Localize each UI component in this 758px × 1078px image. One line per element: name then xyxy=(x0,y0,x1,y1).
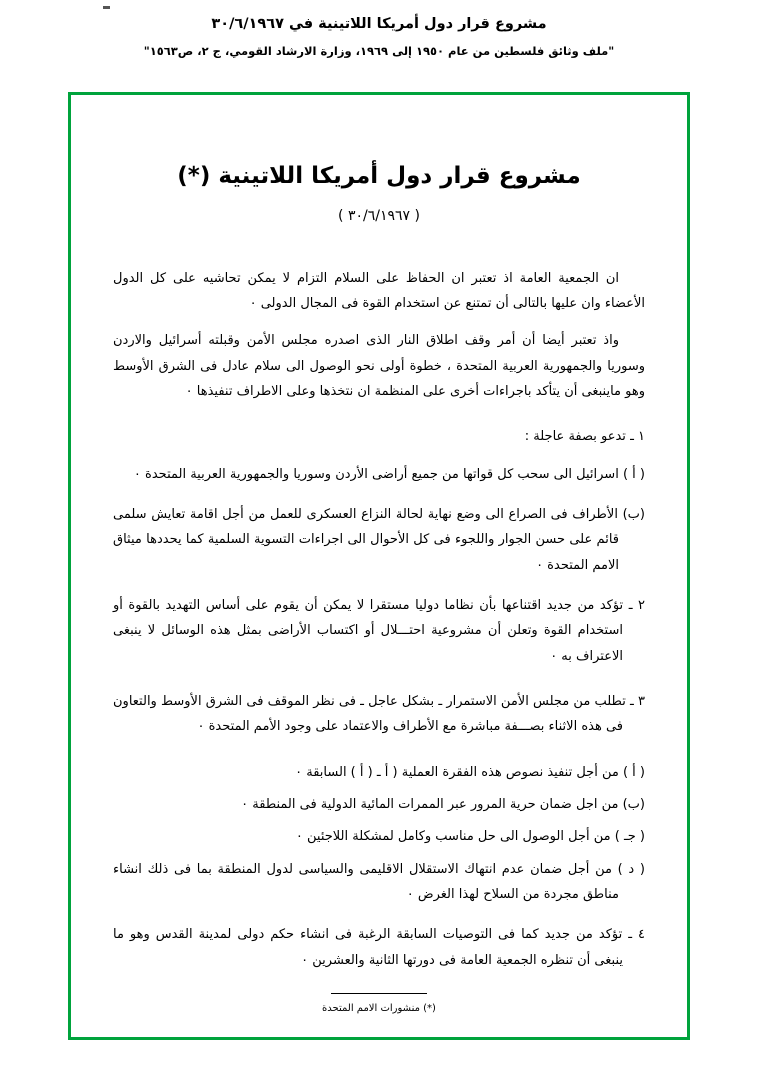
clause-3-sub-d-label: ( د ) xyxy=(617,861,645,877)
clause-3-sub-c xyxy=(113,824,645,849)
header-title: مشروع قرار دول أمريكا اللاتينية في ٣٠/٦/١٩٦٧ xyxy=(211,16,547,32)
footnote-area xyxy=(113,993,645,1019)
scan-artifact-tick xyxy=(103,6,110,9)
clause-3-sub-c-label: ( جـ ) xyxy=(614,829,645,845)
clause-1-sub-b-text: الأطراف فى الصراع الى وضع نهاية لحالة النزاع العسكرى للعمل من أجل اقامة تعايش سلمى قائم على حسن الجوار واللجوء فى كل الأحوال الى اجراءات التسوية السلمية كما يحددها ميثاق الامم المتحدة ٠ xyxy=(113,506,619,573)
clause-3-sub-d-text: من أجل ضمان عدم انتهاك الاستقلال الاقليمى والسياسى لدول المنطقة بما فى ذلك انشاء مناطق مجردة من السلاح لهذا الغرض ٠ xyxy=(113,861,619,903)
document-title: مشروع قرار دول أمريكا اللاتينية (*) xyxy=(177,163,581,189)
clause-1-sub-a-label: ( أ ) xyxy=(622,466,645,482)
clause-3-sub-b-label: (ب) xyxy=(622,797,645,812)
clause-1 xyxy=(113,424,645,449)
clause-1-sub-b xyxy=(113,502,645,578)
clause-3-sub-a xyxy=(113,760,645,785)
clause-1-number: ١ ـ xyxy=(630,429,645,445)
clause-4 xyxy=(113,922,645,973)
clause-4-text: تؤكد من جديد كما فى التوصيات السابقة الرغبة فى انشاء حكم دولى لمدينة القدس وهو ما ينبغى أن تنظره الجمعية العامة فى دورتها الثانية والعشرين ٠ xyxy=(113,927,623,968)
clause-1-sub-a xyxy=(113,462,645,487)
clause-3-sub-c-text: من أجل الوصول الى حل مناسب وكامل لمشكلة اللاجئين ٠ xyxy=(295,829,611,845)
preamble-paragraph-2: واذ تعتبر أيضا أن أمر وقف اطلاق النار الذى اصدره مجلس الأمن وقبلته أسرائيل والاردن وسوريا والجمهورية العربية المتحدة ، خطوة أولى نحو الوصول الى سلام عادل فى الشرق الأوسط وهو ماينبغى أن يتأكد باجراءات أخرى على المنظمة ان نتخذها وعلى الاطراف تنفيذها ٠ xyxy=(113,333,645,399)
clause-3-sub-a-label: ( أ ) xyxy=(622,764,645,780)
clause-1-sub-a-text: اسرائيل الى سحب كل قواتها من جميع أراضى الأردن وسوريا والجمهورية العربية المتحدة ٠ xyxy=(133,466,619,482)
preamble-paragraph-1: ان الجمعية العامة اذ تعتبر ان الحفاظ على السلام التزام لا يمكن تحاشيه على كل الدول الأعضاء وان عليها بالتالى أن تمتنع عن استخدام القوة فى المجال الدولى ٠ xyxy=(113,270,645,311)
page-header xyxy=(0,0,758,59)
clause-3-sub-b-text: من اجل ضمان حرية المرور عبر الممرات المائية الدولية فى المنطقة ٠ xyxy=(241,797,619,812)
clause-2-number: ٢ ـ xyxy=(628,597,645,613)
document-body xyxy=(113,266,645,1019)
clause-2-text: تؤكد من جديد اقتناعها بأن نظاما دوليا مستقرا لا يمكن أن يقوم على أساس التهديد بالقوة أو استخدام القوة وتعلن أن مشروعية احتـــلال أو اكتساب الأراضى بمثل هذه الوسائل لا ينبغى الاعتراف به ٠ xyxy=(113,597,624,664)
document-date: ( ٣٠/٦/١٩٦٧ ) xyxy=(338,207,420,224)
footnote-divider xyxy=(331,993,427,994)
header-source-citation: "ملف وثائق فلسطين من عام ١٩٥٠ إلى ١٩٦٩، وزارة الارشاد القومي، ج ٢، ص١٥٦٣" xyxy=(143,44,615,59)
clause-3-text: تطلب من مجلس الأمن الاستمرار ـ بشكل عاجل ـ فى نظر الموقف فى الشرق الأوسط والتعاون فى هذه الاثناء بصـــفة مباشرة مع الأطراف والاعتماد على وجود الأمم المتحدة ٠ xyxy=(113,693,626,735)
clause-3-number: ٣ ـ xyxy=(630,693,645,709)
clause-1-sub-b-label: (ب) xyxy=(622,506,645,522)
footnote-text: (*) منشورات الامم المتحدة xyxy=(322,1003,436,1015)
clause-3 xyxy=(113,689,645,740)
clause-3-sub-a-text: من أجل تنفيذ نصوص هذه الفقرة العملية ( أ ـ ( أ ) السابقة ٠ xyxy=(295,764,619,780)
document-content xyxy=(71,95,687,1037)
clause-3-sub-b xyxy=(113,792,645,817)
document-frame xyxy=(68,92,690,1040)
clause-4-number: ٤ ـ xyxy=(628,927,645,943)
clause-1-text: تدعو بصفة عاجلة : xyxy=(524,429,626,445)
clause-3-sub-d xyxy=(113,857,645,908)
clause-2 xyxy=(113,593,645,669)
